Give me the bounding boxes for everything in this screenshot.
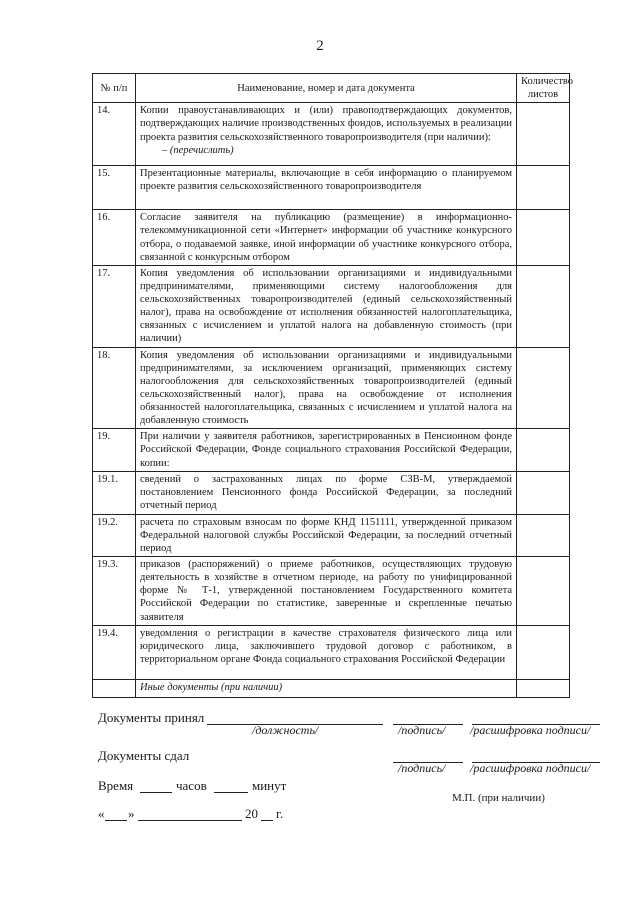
hours-label: часов	[176, 778, 207, 793]
table-row	[93, 557, 570, 626]
row-sheet-count[interactable]	[517, 210, 570, 266]
minutes-line[interactable]	[214, 792, 248, 793]
row-document-name	[136, 103, 517, 166]
row-number: 19.	[93, 429, 136, 471]
row-text: Презентационные материалы, включающие в себя информацию о планируемом проекте развития сельскохозяйственного товаропроизводителя	[140, 168, 512, 193]
row-sheet-count[interactable]	[517, 471, 570, 514]
row-sheet-count[interactable]	[517, 557, 570, 626]
hours-line[interactable]	[140, 792, 172, 793]
handed-label: Документы сдал	[98, 748, 190, 763]
year-prefix: 20	[245, 806, 258, 821]
row-sheet-count[interactable]	[517, 347, 570, 429]
row-text: Копия уведомления об использовании организациями и индивидуальными предпринимателями, применяющими систему налогообложения для сельскохозяйственных товаропроизводителей (единый сельскохозяйственный налог), права на освобождение от исполнения обязанностей налогоплательщика, связанных с исчислением и уплатой налога на добавленную стоимость (при наличии)	[140, 267, 512, 345]
row-document-name	[136, 471, 517, 514]
row-number: 19.3.	[93, 557, 136, 626]
row-number: 19.1.	[93, 471, 136, 514]
day-line[interactable]	[105, 820, 127, 821]
date-open-quote: «	[98, 806, 105, 821]
table-row	[93, 514, 570, 556]
minutes-label: минут	[252, 778, 287, 793]
row-text: При наличии у заявителя работников, зарегистрированных в Пенсионном фонде Российской Федерации, Фонде социального страхования Российской Федерации, копии:	[140, 431, 512, 469]
table-row	[93, 429, 570, 471]
row-document-name	[136, 557, 517, 626]
table-row	[93, 347, 570, 429]
row-text: приказов (распоряжений) о приеме работников, осуществляющих трудовую деятельность в хозяйстве в отчетном периоде, на работу по унифицированной форме № Т-1, утвержденной постановлением Государственного комитета Российской Федерации по статистике, заверенные и скрепленные печатью заявителя	[140, 559, 512, 623]
decode-caption-2: /расшифровка подписи/	[470, 761, 591, 775]
row-number: 19.4.	[93, 625, 136, 679]
row-sheet-count[interactable]	[517, 514, 570, 556]
row-sheet-count[interactable]	[517, 265, 570, 347]
row-number: 14.	[93, 103, 136, 166]
table-row	[93, 166, 570, 210]
table-row	[93, 625, 570, 679]
row-document-name	[136, 514, 517, 556]
row-text: Согласие заявителя на публикацию (размещение) в информационно-телекоммуникационной сети «Интернет» информации об участнике конкурсного отбора, о подаваемой заявке, иной информации об участнике конкурсного отбора, связанной с конкурсным отбором	[140, 212, 512, 263]
accepted-label: Документы принял	[98, 710, 205, 725]
header-number: № п/п	[93, 74, 136, 103]
table-row	[93, 471, 570, 514]
row-text: уведомления о регистрации в качестве страхователя физического лица или юридического лица, заключившего трудовой договор с работником, в территориальном органе Фонда социального страхования Российской Федерации	[140, 627, 512, 665]
header-document-name: Наименование, номер и дата документа	[136, 74, 517, 103]
table-row	[93, 103, 570, 166]
row-document-name	[136, 429, 517, 471]
signature-caption-2: /подпись/	[398, 761, 446, 775]
table-row	[93, 265, 570, 347]
row-document-name	[136, 679, 517, 697]
row-document-name	[136, 625, 517, 679]
row-sheet-count[interactable]	[517, 679, 570, 697]
table-row	[93, 210, 570, 266]
row-number: 19.2.	[93, 514, 136, 556]
documents-table	[92, 73, 574, 698]
row-sheet-count[interactable]	[517, 429, 570, 471]
table-body	[93, 103, 570, 697]
row-document-name	[136, 166, 517, 210]
row-sheet-count[interactable]	[517, 625, 570, 679]
signature-caption-1: /подпись/	[398, 723, 446, 737]
row-text: расчета по страховым взносам по форме КНД 1151111, утвержденной приказом Федеральной налоговой службы Российской Федерации, за последний отчетный период	[140, 516, 512, 554]
row-document-name	[136, 347, 517, 429]
position-caption: /должность/	[252, 723, 319, 737]
row-text: сведений о застрахованных лицах по форме СЗВ-М, утверждаемой постановлением Пенсионного фонда Российской Федерации, за последний отчетный период	[140, 473, 512, 511]
time-label: Время	[98, 778, 134, 793]
row-subitem: – (перечислить)	[162, 144, 234, 156]
row-document-name	[136, 210, 517, 266]
row-sheet-count[interactable]	[517, 103, 570, 166]
date-close-quote: »	[128, 806, 135, 821]
decode-caption-1: /расшифровка подписи/	[470, 723, 591, 737]
row-text: Иные документы (при наличии)	[140, 681, 283, 693]
header-sheet-count: Количество листов	[517, 74, 570, 103]
table-header-row	[93, 74, 570, 103]
row-number: 17.	[93, 265, 136, 347]
table-row	[93, 679, 570, 697]
row-number: 16.	[93, 210, 136, 266]
row-text: Копия уведомления об использовании организациями и индивидуальными предпринимателями, за исключением организаций, применяющих систему налогообложения для сельскохозяйственных товаропроизводителей (единый сельскохозяйственный налог), права на освобождение от исполнения обязанностей налогоплательщика, связанных с исчислением и уплатой налога на добавленную стоимость	[140, 349, 512, 427]
row-number	[93, 679, 136, 697]
seal-note: М.П. (при наличии)	[452, 792, 545, 804]
row-number: 18.	[93, 347, 136, 429]
month-line[interactable]	[138, 820, 242, 821]
row-number: 15.	[93, 166, 136, 210]
page-number: 2	[316, 38, 324, 54]
row-text: Копии правоустанавливающих и (или) правоподтверждающих документов, подтверждающих наличие производственных фондов, используемых в реализации проекта развития сельскохозяйственного товаропроизводителя (при наличии):	[140, 105, 512, 143]
year-suffix: г.	[276, 806, 284, 821]
year-line[interactable]	[261, 820, 273, 821]
row-sheet-count[interactable]	[517, 166, 570, 210]
row-document-name	[136, 265, 517, 347]
